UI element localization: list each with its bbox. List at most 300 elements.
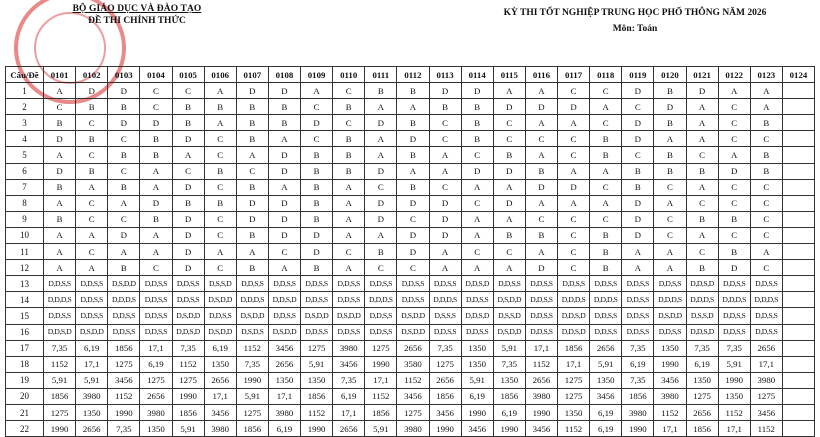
answer-cell: B bbox=[172, 99, 204, 115]
table-row bbox=[6, 324, 815, 340]
answer-cell: 3980 bbox=[140, 404, 172, 420]
answer-cell: C bbox=[686, 195, 718, 211]
answer-cell: D,S,S,S bbox=[429, 308, 461, 324]
answer-cell: D bbox=[172, 131, 204, 147]
answer-cell: A bbox=[333, 179, 365, 195]
answer-cell: D,D,S,S bbox=[461, 324, 493, 340]
answer-cell: D bbox=[140, 115, 172, 131]
answer-cell: A bbox=[525, 195, 557, 211]
answer-cell: A bbox=[140, 227, 172, 243]
answer-cell: D bbox=[236, 211, 268, 227]
answer-cell: 2656 bbox=[397, 340, 429, 356]
answer-cell: D,D,S,S bbox=[301, 324, 333, 340]
answer-cell: D,S,D,D bbox=[268, 324, 300, 340]
answer-cell: 7,35 bbox=[236, 356, 268, 372]
answer-cell: B bbox=[108, 99, 140, 115]
answer-cell: C bbox=[750, 227, 782, 243]
answer-cell: 17,1 bbox=[525, 340, 557, 356]
answer-cell: D,D,S,D bbox=[172, 324, 204, 340]
answer-cell: D,S,D,D bbox=[397, 308, 429, 324]
answer-cell: 3456 bbox=[397, 388, 429, 404]
exam-code-header: 0110 bbox=[333, 67, 365, 83]
answer-cell: B bbox=[44, 179, 76, 195]
answer-cell: B bbox=[750, 163, 782, 179]
answer-cell: D,D,S,S bbox=[301, 276, 333, 292]
answer-cell: C bbox=[204, 260, 236, 276]
answer-cell: B bbox=[76, 131, 108, 147]
answer-cell: D,S,D,D bbox=[493, 324, 525, 340]
answer-cell: D,D,S,S bbox=[108, 324, 140, 340]
answer-cell: C bbox=[461, 195, 493, 211]
answer-cell: B bbox=[461, 99, 493, 115]
answer-cell: 1990 bbox=[365, 356, 397, 372]
answer-cell: 1275 bbox=[686, 388, 718, 404]
question-number: 5 bbox=[6, 147, 44, 163]
answer-cell: A bbox=[461, 179, 493, 195]
answer-cell: C bbox=[429, 179, 461, 195]
answer-cell: C bbox=[686, 244, 718, 260]
table-row bbox=[6, 244, 815, 260]
document-header bbox=[0, 0, 820, 62]
answer-cell: C bbox=[44, 99, 76, 115]
answer-cell: 7,35 bbox=[622, 372, 654, 388]
answer-cell: C bbox=[429, 131, 461, 147]
answer-cell: 17,1 bbox=[718, 421, 750, 437]
answer-cell: B bbox=[108, 179, 140, 195]
answer-cell: B bbox=[268, 99, 300, 115]
exam-code-header: 0104 bbox=[140, 67, 172, 83]
answer-cell: D,D,S,S bbox=[268, 308, 300, 324]
answer-cell: 3456 bbox=[654, 372, 686, 388]
table-row bbox=[6, 99, 815, 115]
question-number: 12 bbox=[6, 260, 44, 276]
table-row bbox=[6, 308, 815, 324]
answer-cell: A bbox=[461, 260, 493, 276]
answer-cell: D bbox=[44, 163, 76, 179]
answer-cell: 1350 bbox=[140, 421, 172, 437]
answer-cell: C bbox=[558, 244, 590, 260]
official-exam-label: ĐỀ THI CHÍNH THỨC bbox=[88, 16, 186, 26]
answer-cell: D bbox=[268, 83, 300, 99]
answer-cell: 1275 bbox=[108, 356, 140, 372]
answer-cell: D,D,S,S bbox=[397, 276, 429, 292]
answer-cell: D bbox=[654, 99, 686, 115]
answer-cell: D,S,D,D bbox=[654, 308, 686, 324]
answer-cell: D bbox=[461, 163, 493, 179]
answer-cell: 3456 bbox=[525, 421, 557, 437]
answer-cell: A bbox=[204, 244, 236, 260]
answer-cell: A bbox=[558, 115, 590, 131]
answer-cell: B bbox=[654, 163, 686, 179]
answer-cell: 3980 bbox=[204, 421, 236, 437]
answer-cell bbox=[782, 372, 814, 388]
answer-cell: C bbox=[718, 195, 750, 211]
answer-cell: 1152 bbox=[654, 404, 686, 420]
answer-cell: C bbox=[140, 99, 172, 115]
answer-cell: 1275 bbox=[236, 404, 268, 420]
answer-cell: A bbox=[140, 163, 172, 179]
answer-cell: D,D,S,S bbox=[750, 324, 782, 340]
question-number: 4 bbox=[6, 131, 44, 147]
answer-cell: 2656 bbox=[204, 372, 236, 388]
answer-cell: C bbox=[365, 179, 397, 195]
answer-cell: D bbox=[686, 83, 718, 99]
answer-cell: 1990 bbox=[172, 388, 204, 404]
answer-cell: 5,91 bbox=[44, 372, 76, 388]
answer-cell: 1856 bbox=[236, 421, 268, 437]
answer-cell: A bbox=[236, 147, 268, 163]
answer-cell: 1350 bbox=[590, 372, 622, 388]
answer-cell: A bbox=[365, 227, 397, 243]
exam-code-header: 0120 bbox=[654, 67, 686, 83]
answer-cell: 5,91 bbox=[172, 421, 204, 437]
table-row bbox=[6, 356, 815, 372]
answer-cell: D,S,D,D bbox=[204, 292, 236, 308]
answer-cell: D bbox=[397, 131, 429, 147]
answer-cell bbox=[782, 83, 814, 99]
answer-cell: D bbox=[172, 260, 204, 276]
answer-cell: 1990 bbox=[493, 421, 525, 437]
answer-cell: 1990 bbox=[236, 372, 268, 388]
answer-cell: 1990 bbox=[301, 421, 333, 437]
answer-cell bbox=[782, 356, 814, 372]
answer-cell: 7,35 bbox=[493, 356, 525, 372]
answer-cell: D,D,S,S bbox=[172, 276, 204, 292]
answer-cell: 1350 bbox=[654, 340, 686, 356]
answer-cell: A bbox=[654, 195, 686, 211]
answer-cell: C bbox=[590, 179, 622, 195]
answer-cell: A bbox=[301, 83, 333, 99]
exam-code-header: 0119 bbox=[622, 67, 654, 83]
answer-cell: A bbox=[750, 99, 782, 115]
answer-cell: C bbox=[750, 179, 782, 195]
answer-cell: D bbox=[365, 163, 397, 179]
question-number: 6 bbox=[6, 163, 44, 179]
answer-cell bbox=[782, 195, 814, 211]
answer-cell: D,S,S,D bbox=[204, 276, 236, 292]
answer-cell bbox=[782, 260, 814, 276]
answer-cell: A bbox=[622, 260, 654, 276]
answer-cell: D,D,S,S bbox=[654, 276, 686, 292]
answer-cell: A bbox=[397, 99, 429, 115]
exam-title: KỲ THI TỐT NGHIỆP TRUNG HỌC PHỔ THÔNG NĂM 2026 bbox=[503, 8, 767, 18]
answer-cell: B bbox=[301, 163, 333, 179]
answer-cell: D,D,S,S bbox=[429, 276, 461, 292]
answer-cell: C bbox=[750, 260, 782, 276]
answer-cell: 1990 bbox=[429, 421, 461, 437]
answer-cell: 2656 bbox=[333, 421, 365, 437]
answer-cell: D,S,D,D bbox=[172, 308, 204, 324]
answer-cell: D,D,S,S bbox=[622, 292, 654, 308]
answer-cell: D bbox=[429, 211, 461, 227]
answer-cell: A bbox=[493, 260, 525, 276]
answer-cell: B bbox=[590, 244, 622, 260]
answer-cell: D,D,S,D bbox=[268, 292, 300, 308]
answer-cell: D bbox=[365, 211, 397, 227]
answer-cell bbox=[782, 324, 814, 340]
exam-code-header: 0118 bbox=[590, 67, 622, 83]
answer-cell: 1856 bbox=[108, 340, 140, 356]
answer-cell: D bbox=[493, 195, 525, 211]
question-number: 22 bbox=[6, 421, 44, 437]
answer-cell: 7,35 bbox=[686, 340, 718, 356]
question-number: 13 bbox=[6, 276, 44, 292]
answer-cell: D bbox=[622, 131, 654, 147]
exam-code-header: 0113 bbox=[429, 67, 461, 83]
answer-cell: A bbox=[558, 195, 590, 211]
answer-cell: D,D,S,S bbox=[718, 308, 750, 324]
answer-cell: 1275 bbox=[429, 356, 461, 372]
answer-cell: C bbox=[590, 211, 622, 227]
answer-cell: B bbox=[525, 163, 557, 179]
answer-cell: 7,35 bbox=[622, 340, 654, 356]
answer-cell: D,D,S,S bbox=[397, 292, 429, 308]
answer-cell: B bbox=[204, 163, 236, 179]
answer-cell: D,D,S,D bbox=[461, 276, 493, 292]
exam-code-header: 0102 bbox=[76, 67, 108, 83]
answer-cell: 1152 bbox=[108, 388, 140, 404]
answer-cell: D,S,D,S bbox=[236, 324, 268, 340]
answer-cell: D,D,S,S bbox=[333, 292, 365, 308]
answer-cell: A bbox=[718, 83, 750, 99]
table-row bbox=[6, 179, 815, 195]
answer-cell: D,D,D,S bbox=[654, 292, 686, 308]
answer-cell: 7,35 bbox=[108, 421, 140, 437]
answer-cell: D,D,D,S bbox=[750, 292, 782, 308]
answer-cell: C bbox=[718, 99, 750, 115]
answer-cell: 5,91 bbox=[590, 356, 622, 372]
answer-cell: D bbox=[268, 163, 300, 179]
answer-cell: 2656 bbox=[268, 356, 300, 372]
answer-cell: D,D,D,S bbox=[558, 292, 590, 308]
exam-code-header: 0101 bbox=[44, 67, 76, 83]
answer-cell: 2656 bbox=[590, 340, 622, 356]
answer-cell: B bbox=[333, 99, 365, 115]
answer-cell: 1350 bbox=[686, 372, 718, 388]
answer-cell: D bbox=[622, 195, 654, 211]
answer-cell: D,S,D,D bbox=[204, 324, 236, 340]
answer-cell: 1152 bbox=[718, 404, 750, 420]
answer-cell: 1275 bbox=[301, 340, 333, 356]
answer-cell: B bbox=[686, 163, 718, 179]
answer-cell: D bbox=[172, 244, 204, 260]
answer-cell bbox=[782, 211, 814, 227]
answer-cell: 1152 bbox=[44, 356, 76, 372]
answer-cell: D,D,S,S bbox=[365, 308, 397, 324]
answer-cell: 5,91 bbox=[301, 356, 333, 372]
question-number: 16 bbox=[6, 324, 44, 340]
answer-cell: 1350 bbox=[204, 356, 236, 372]
answer-cell: B bbox=[590, 147, 622, 163]
table-row bbox=[6, 147, 815, 163]
answer-cell: A bbox=[44, 83, 76, 99]
answer-cell: B bbox=[461, 131, 493, 147]
answer-cell: A bbox=[333, 211, 365, 227]
answer-cell: A bbox=[268, 131, 300, 147]
answer-cell: B bbox=[44, 211, 76, 227]
answer-cell: D,D,S,D bbox=[44, 324, 76, 340]
answer-cell: D bbox=[44, 131, 76, 147]
table-row bbox=[6, 404, 815, 420]
answer-cell: A bbox=[750, 244, 782, 260]
answer-cell: A bbox=[590, 195, 622, 211]
answer-cell: D,D,S,S bbox=[558, 276, 590, 292]
answer-cell: C bbox=[76, 195, 108, 211]
answer-cell: D,D,S,D bbox=[686, 324, 718, 340]
answer-cell: D,D,D,S bbox=[429, 292, 461, 308]
answer-cell: 1856 bbox=[493, 388, 525, 404]
question-number: 9 bbox=[6, 211, 44, 227]
answer-cell: C bbox=[558, 227, 590, 243]
answer-cell: 3580 bbox=[397, 356, 429, 372]
answer-cell: 1152 bbox=[397, 372, 429, 388]
answer-cell: 17,1 bbox=[654, 421, 686, 437]
answer-cell: 17,1 bbox=[750, 356, 782, 372]
answer-cell: D bbox=[397, 244, 429, 260]
answer-cell: 1856 bbox=[429, 388, 461, 404]
answer-cell: D bbox=[493, 163, 525, 179]
answer-cell: A bbox=[686, 115, 718, 131]
answer-cell: 5,91 bbox=[718, 356, 750, 372]
answer-cell: B bbox=[333, 131, 365, 147]
answer-cell: 6,19 bbox=[493, 404, 525, 420]
answer-cell: B bbox=[654, 147, 686, 163]
answer-cell: 17,1 bbox=[365, 372, 397, 388]
answer-cell: 7,35 bbox=[172, 340, 204, 356]
answer-cell: 3980 bbox=[76, 388, 108, 404]
table-row bbox=[6, 276, 815, 292]
answer-cell: D,D,S,S bbox=[301, 292, 333, 308]
exam-code-header: 0117 bbox=[558, 67, 590, 83]
answer-cell: D bbox=[622, 115, 654, 131]
answer-cell: D,D,S,S bbox=[333, 276, 365, 292]
answer-cell: B bbox=[622, 163, 654, 179]
answer-cell: 5,91 bbox=[236, 388, 268, 404]
answer-cell: D,S,D,D bbox=[301, 308, 333, 324]
answer-cell: B bbox=[236, 115, 268, 131]
answer-cell: D bbox=[558, 179, 590, 195]
answer-cell: C bbox=[493, 244, 525, 260]
answer-cell: C bbox=[558, 131, 590, 147]
answer-cell: D bbox=[622, 211, 654, 227]
answer-cell: D,D,S,S bbox=[525, 324, 557, 340]
answer-cell: D bbox=[268, 195, 300, 211]
answer-cell bbox=[782, 276, 814, 292]
answer-cell: D,S,D,D bbox=[397, 324, 429, 340]
table-row bbox=[6, 83, 815, 99]
answer-cell: A bbox=[461, 211, 493, 227]
answer-cell: D,D,S,S bbox=[365, 324, 397, 340]
answer-cell: D bbox=[268, 211, 300, 227]
answer-cell: A bbox=[461, 227, 493, 243]
exam-code-header: 0103 bbox=[108, 67, 140, 83]
answer-cell: D,S,S,D bbox=[493, 308, 525, 324]
answer-cell: C bbox=[750, 195, 782, 211]
answer-cell: D,D,S,S bbox=[76, 276, 108, 292]
answer-key-table bbox=[5, 66, 815, 437]
answer-cell: C bbox=[333, 244, 365, 260]
answer-cell: D bbox=[236, 195, 268, 211]
corner-header: Câu/Đề bbox=[6, 67, 44, 83]
answer-cell: B bbox=[140, 211, 172, 227]
answer-cell: 3456 bbox=[590, 388, 622, 404]
answer-cell: 1275 bbox=[44, 404, 76, 420]
answer-cell: C bbox=[236, 163, 268, 179]
answer-cell: D bbox=[108, 83, 140, 99]
answer-cell: 2656 bbox=[686, 404, 718, 420]
answer-cell: 3456 bbox=[750, 404, 782, 420]
answer-cell: C bbox=[686, 147, 718, 163]
answer-cell: C bbox=[654, 211, 686, 227]
exam-code-header: 0111 bbox=[365, 67, 397, 83]
answer-cell: C bbox=[204, 131, 236, 147]
answer-cell: B bbox=[140, 147, 172, 163]
answer-cell: 3980 bbox=[268, 404, 300, 420]
answer-cell: 1350 bbox=[461, 340, 493, 356]
answer-cell: A bbox=[429, 260, 461, 276]
answer-cell: B bbox=[44, 115, 76, 131]
answer-cell: B bbox=[686, 211, 718, 227]
answer-cell: 6,19 bbox=[268, 421, 300, 437]
answer-cell: B bbox=[654, 115, 686, 131]
answer-cell: 6,19 bbox=[622, 356, 654, 372]
answer-cell: B bbox=[236, 99, 268, 115]
answer-cell: C bbox=[525, 211, 557, 227]
answer-cell: D,D,S,S bbox=[236, 276, 268, 292]
answer-cell: A bbox=[590, 163, 622, 179]
table-row bbox=[6, 211, 815, 227]
answer-cell: 5,91 bbox=[76, 372, 108, 388]
answer-cell: D bbox=[429, 227, 461, 243]
answer-cell: C bbox=[140, 260, 172, 276]
answer-cell: D,S,D,D bbox=[333, 308, 365, 324]
answer-cell: B bbox=[333, 147, 365, 163]
answer-cell: C bbox=[654, 179, 686, 195]
answer-cell: 1275 bbox=[140, 372, 172, 388]
answer-cell: 2656 bbox=[750, 340, 782, 356]
answer-cell bbox=[782, 99, 814, 115]
answer-cell: D,D,S,S bbox=[718, 324, 750, 340]
answer-cell: 1350 bbox=[76, 404, 108, 420]
answer-cell: 1990 bbox=[461, 404, 493, 420]
answer-cell: C bbox=[172, 83, 204, 99]
answer-cell: B bbox=[140, 131, 172, 147]
answer-cell: 3456 bbox=[204, 404, 236, 420]
answer-cell: C bbox=[172, 163, 204, 179]
question-number: 1 bbox=[6, 83, 44, 99]
answer-cell: B bbox=[750, 115, 782, 131]
answer-cell: A bbox=[76, 260, 108, 276]
answer-cell: A bbox=[44, 227, 76, 243]
answer-cell: B bbox=[236, 179, 268, 195]
answer-cell: D,D,S,S bbox=[108, 308, 140, 324]
answer-cell: A bbox=[654, 131, 686, 147]
table-row bbox=[6, 195, 815, 211]
answer-cell: D bbox=[172, 211, 204, 227]
answer-cell: C bbox=[590, 83, 622, 99]
answer-cell: 6,19 bbox=[204, 340, 236, 356]
answer-cell: D bbox=[461, 83, 493, 99]
answer-cell: B bbox=[622, 179, 654, 195]
answer-cell: A bbox=[268, 179, 300, 195]
answer-cell: B bbox=[236, 260, 268, 276]
answer-cell: A bbox=[76, 227, 108, 243]
answer-cell: C bbox=[590, 115, 622, 131]
answer-cell: 6,19 bbox=[590, 421, 622, 437]
answer-cell: D bbox=[301, 227, 333, 243]
answer-cell: C bbox=[108, 131, 140, 147]
answer-cell: C bbox=[558, 260, 590, 276]
